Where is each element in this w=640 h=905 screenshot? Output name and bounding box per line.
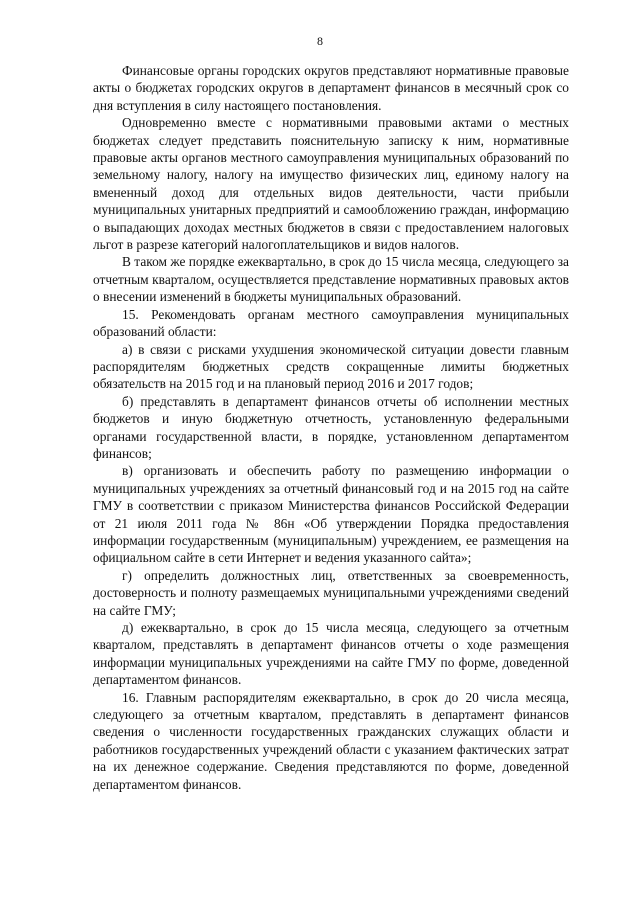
clause-15-heading: 15. Рекомендовать органам местного самоуправления муниципальных образований области: — [93, 306, 569, 340]
page-number: 8 — [317, 34, 323, 48]
clause-15-item-d: д) ежеквартально, в срок до 15 числа месяца, следующего за отчетным кварталом, представлять в департамент финансов отчеты о ходе размещения информации муниципальных учреждениями на сайте ГМУ по форме, доведенной департаментом финансов. — [93, 620, 569, 688]
clause-15-item-b: б) представлять в департамент финансов отчеты об исполнении местных бюджетов и иную бюджетную отчетность, установленную федеральными органами государственной власти, в порядке, установленном департаментом финансов; — [93, 393, 569, 461]
paragraph-quarterly-amendments: В таком же порядке ежеквартально, в срок до 15 числа месяца, следующего за отчетным кварталом, осуществляется представление нормативных правовых актов о внесении изменений в бюджеты муниципальных образований. — [93, 254, 569, 305]
clause-15-item-g: г) определить должностных лиц, ответственных за своевременность, достоверность и полноту размещаемых муниципальными учреждениями сведений на сайте ГМУ; — [93, 567, 569, 618]
clause-15-item-a: а) в связи с рисками ухудшения экономической ситуации довести главным распорядителям бюджетных средств сокращенные лимиты бюджетных обязательств на 2015 год и на плановый период 2016 и 2017 годов; — [93, 341, 569, 392]
paragraph-explanatory-note: Одновременно вместе с нормативными правовыми актами о местных бюджетах следует представить пояснительную записку к ним, нормативные правовые акты органов местного самоуправления муниципальных образований по земельному налогу, налогу на имущество физических лиц, единому налогу на вмененный доход для отдельных видов деятельности, части прибыли муниципальных унитарных предприятий и самообложению граждан, информацию о выпадающих доходах местных бюджетов в связи с предоставлением налоговых льгот в разрезе категорий налогоплательщиков и видов налогов. — [93, 115, 569, 253]
paragraph-financial-organs: Финансовые органы городских округов представляют нормативные правовые акты о бюджетах городских округов в департамент финансов в месячный срок со дня вступления в силу настоящего постановления. — [93, 63, 569, 113]
clause-15-item-v: в) организовать и обеспечить работу по размещению информации о муниципальных учреждениях за отчетный финансовый год и на 2015 год на сайте ГМУ в соответствии с приказом Министерства финансов Российской Федерации от 21 июля 2011 года № 86н «Об утверждении Порядка предоставления информации государственным (муниципальным) учреждением, ее размещения на официальном сайте в сети Интернет и ведения указанного сайта»; — [93, 463, 569, 566]
clause-16: 16. Главным распорядителям ежеквартально, в срок до 20 числа месяца, следующего за отчетным кварталом, представлять в департамент финансов сведения о численности государственных гражданских служащих области и работников государственных учреждений области с указанием фактических затрат на их денежное содержание. Сведения представляются по форме, доведенной департаментом финансов. — [93, 689, 569, 792]
document-body — [93, 62, 569, 793]
